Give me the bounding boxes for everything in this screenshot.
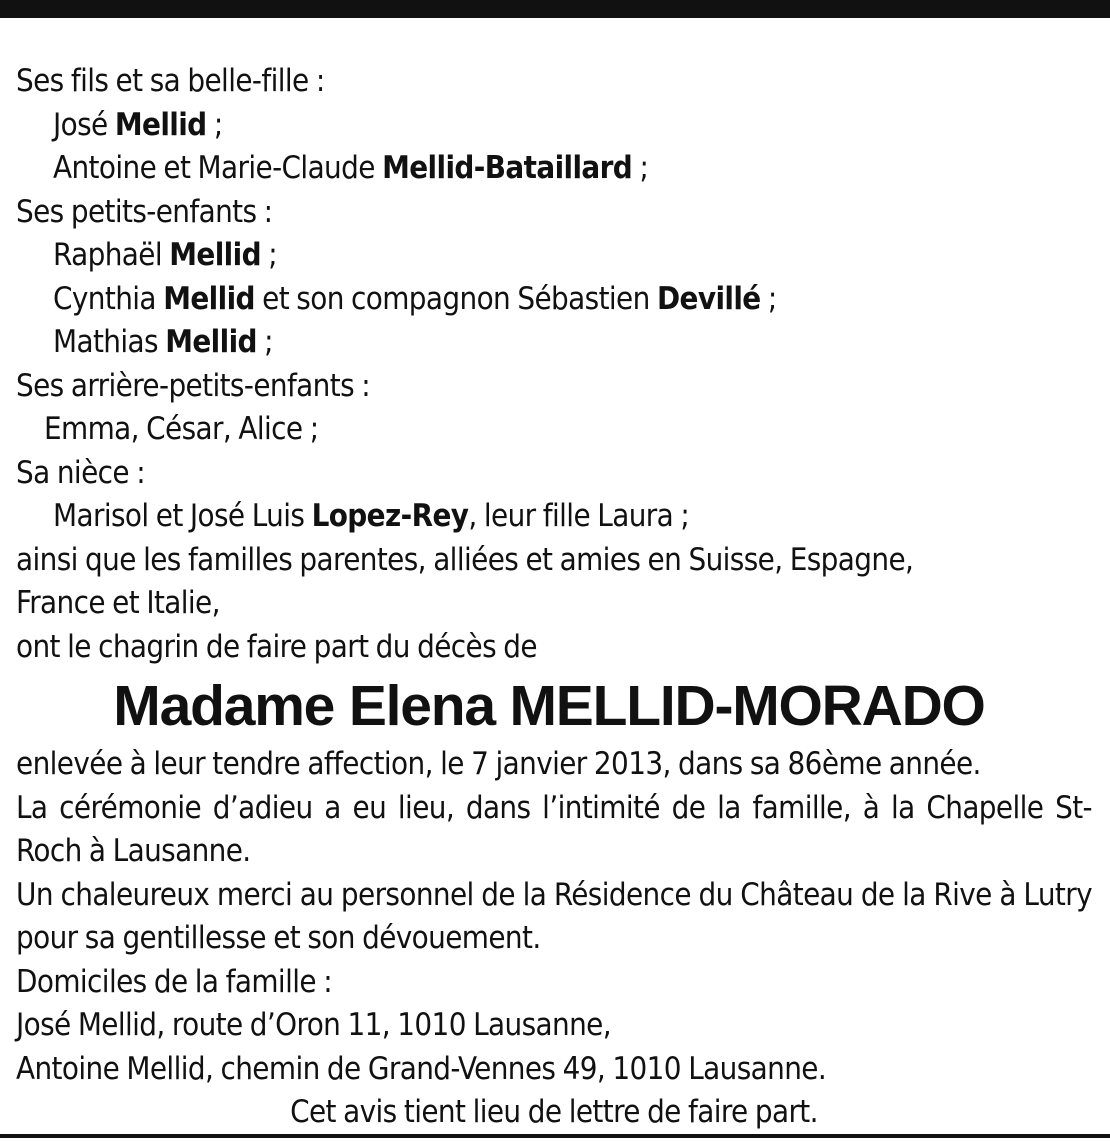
great-grandchildren-header: Ses arrière-petits-enfants : (16, 367, 371, 404)
son-line-2 (16, 147, 1092, 191)
address-line-2: Antoine Mellid, chemin de Grand-Vennes 49, 1010 Lausanne. (16, 1050, 827, 1087)
grandchild-line-2 (16, 278, 1092, 322)
obituary-notice (16, 60, 1092, 1135)
grandchild-last-name: Mellid (169, 237, 261, 273)
bottom-border-rule (0, 1134, 1110, 1138)
companion-last-name: Devillé (656, 280, 761, 317)
families-line-1: ainsi que les familles parentes, alliées et amies en Suisse, Espagne, (16, 541, 914, 578)
thanks-paragraph: Un chaleureux merci au personnel de la Résidence du Château de la Rive à Lutry pour sa gentillesse et son dévouement. (16, 876, 1092, 956)
grandchild-first-name: Mathias (53, 324, 158, 360)
sons-header: Ses fils et sa belle-fille : (16, 63, 325, 99)
deceased-name: Madame Elena MELLID-MORADO (113, 674, 985, 738)
son-last-name: Mellid (114, 106, 207, 143)
line-end: ; (268, 237, 278, 273)
grandchild-last-name: Mellid (165, 324, 257, 360)
grandchild-first-name: Raphaël (53, 237, 162, 273)
great-grandchildren-line: Emma, César, Alice ; (44, 411, 319, 447)
companion-text: et son compagnon Sébastien (262, 280, 650, 317)
niece-header: Sa nièce : (16, 454, 146, 491)
grandchild-line-3 (16, 321, 1092, 365)
line-end: ; (767, 280, 777, 317)
domiciles-header: Domiciles de la famille : (16, 963, 333, 1000)
families-line-2: France et Italie, (16, 585, 220, 621)
niece-first-names: Marisol et José Luis (53, 498, 305, 534)
son-first-name: Antoine et Marie-Claude (53, 150, 375, 186)
line-end: ; (639, 150, 649, 186)
grandchildren-header: Ses petits-enfants : (16, 193, 273, 230)
son-first-name: José (53, 106, 108, 143)
passing-line: enlevée à leur tendre affection, le 7 janvier 2013, dans sa 86ème année. (16, 746, 981, 782)
closing-line: Cet avis tient lieu de lettre de faire part. (290, 1094, 818, 1130)
niece-rest: , leur fille Laura ; (468, 498, 690, 534)
grandchild-line-1 (16, 234, 1092, 278)
niece-line (16, 495, 1092, 539)
line-end: ; (213, 106, 223, 143)
address-line-1: José Mellid, route d’Oron 11, 1010 Lausanne, (16, 1007, 611, 1043)
son-last-name: Mellid-Bataillard (382, 150, 633, 186)
grandchild-last-name: Mellid (163, 280, 255, 317)
grandchild-first-name: Cynthia (53, 280, 156, 317)
top-border-bar (0, 0, 1110, 18)
ceremony-paragraph: La cérémonie d’adieu a eu lieu, dans l’intimité de la famille, à la Chapelle St-Roch à Lausanne. (16, 789, 1092, 869)
niece-last-name: Lopez-Rey (311, 498, 469, 534)
announcement-line: ont le chagrin de faire part du décès de (16, 628, 537, 665)
line-end: ; (264, 324, 273, 360)
son-line-1 (16, 104, 1092, 148)
